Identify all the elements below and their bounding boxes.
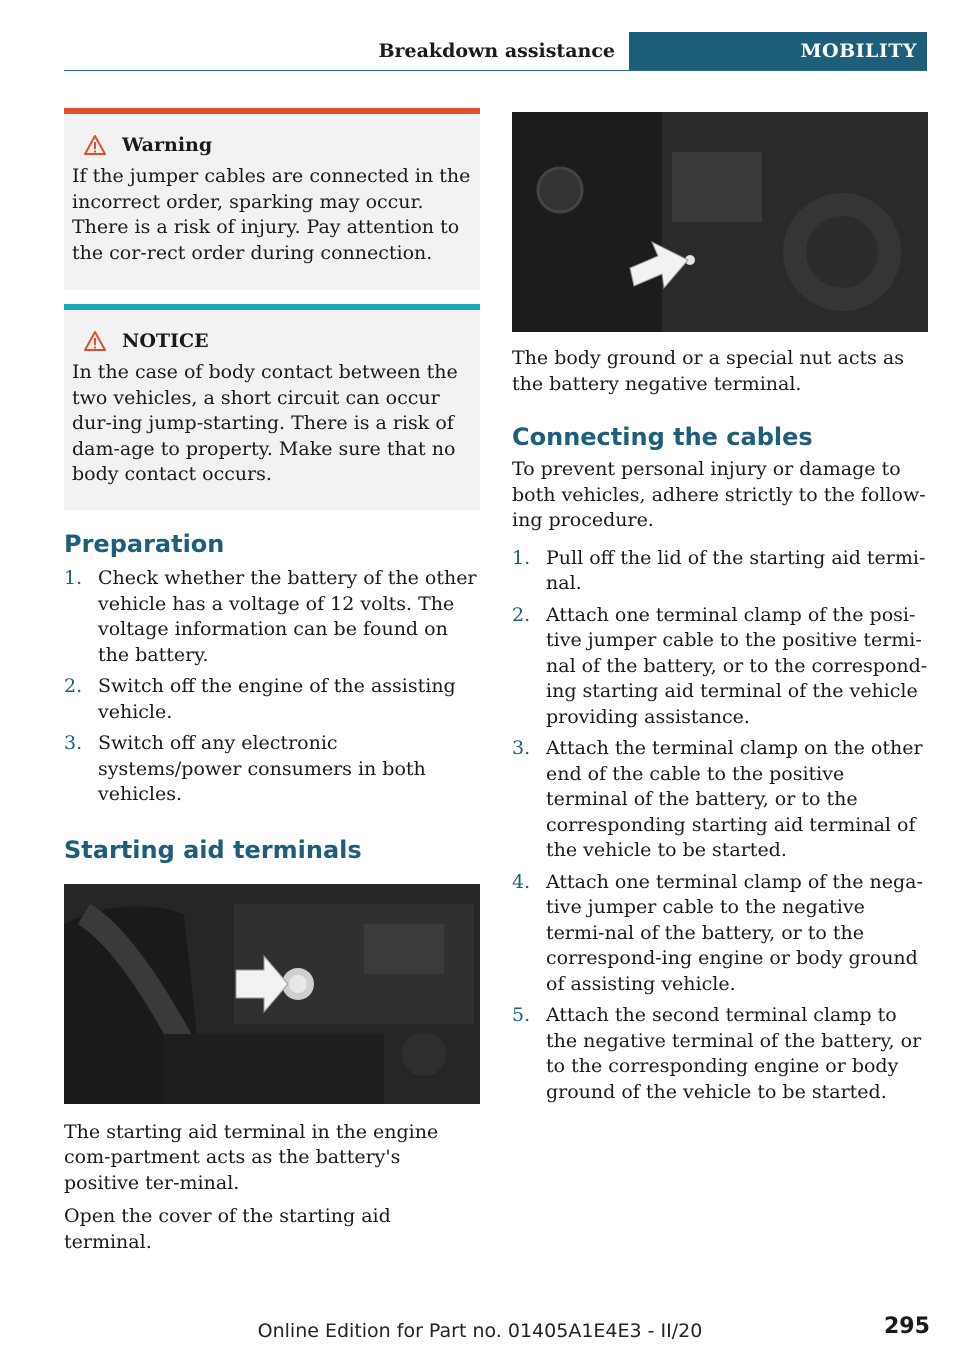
list-item: 2. Switch off the engine of the assisting vehicle. xyxy=(64,675,456,723)
connecting-heading: Connecting the cables xyxy=(512,423,813,451)
warning-box xyxy=(64,108,480,290)
warning-triangle-icon xyxy=(84,331,106,351)
body-ground-caption: The body ground or a special nut acts as the battery negative terminal. xyxy=(512,347,904,395)
left-column xyxy=(64,108,480,1255)
preparation-heading: Preparation xyxy=(64,530,225,558)
list-item: 3. Attach the terminal clamp on the other end of the cable to the positive terminal of the battery, or to the corresponding starting aid terminal of the vehicle to be started. xyxy=(512,737,923,861)
list-item: 5. Attach the second terminal clamp to the negative terminal of the battery, or to the corresponding engine or body ground of the vehicle to be started. xyxy=(512,1004,922,1103)
list-item: 2. Attach one terminal clamp of the posi-tive jumper cable to the positive termi-nal of the battery, or to the correspond-ing starting aid terminal of the vehicle providing assistance. xyxy=(512,603,928,728)
warning-triangle-icon xyxy=(84,135,106,155)
header-section-title: Breakdown assistance xyxy=(378,40,615,62)
starting-aid-caption: The starting aid terminal in the engine com-partment acts as the battery's positive ter-minal. xyxy=(64,1120,439,1194)
list-item: 4. Attach one terminal clamp of the nega-tive jumper cable to the negative termi-nal of the battery, or to the correspond-ing engine or body ground of assisting vehicle. xyxy=(512,870,923,995)
warning-title-text: Warning xyxy=(122,134,213,156)
list-item: 1. Pull off the lid of the starting aid termi-nal. xyxy=(512,546,926,594)
footer-edition: Online Edition for Part no. 01405A1E4E3 - II/20 xyxy=(257,1320,703,1342)
connecting-steps xyxy=(512,546,928,1106)
notice-title xyxy=(72,328,472,354)
notice-box xyxy=(64,304,480,510)
open-cover-text: Open the cover of the starting aid terminal. xyxy=(64,1205,391,1253)
warning-title xyxy=(72,132,472,158)
starting-aid-heading: Starting aid terminals xyxy=(64,835,362,864)
preparation-steps xyxy=(64,566,480,808)
list-item: 3. Switch off any electronic systems/power consumers in both vehicles. xyxy=(64,732,426,805)
page-number: 295 xyxy=(884,1314,930,1339)
notice-text: In the case of body contact between the two vehicles, a short circuit can occur dur-ing jump-starting. There is a risk of dam-age to property. Make sure that no body contact occurs. xyxy=(72,361,458,485)
warning-text: If the jumper cables are connected in the incorrect order, sparking may occur. There is a risk of injury. Pay attention to the cor-rect order during connection. xyxy=(72,165,471,264)
engine-compartment-photo xyxy=(64,884,480,1104)
list-item: 1. Check whether the battery of the other vehicle has a voltage of 12 volts. The voltage information can be found on the battery. xyxy=(64,567,477,666)
right-column xyxy=(512,112,928,1111)
connecting-intro: To prevent personal injury or damage to both vehicles, adhere strictly to the follow-ing procedure. xyxy=(512,458,926,531)
page-header xyxy=(64,32,927,71)
body-ground-photo xyxy=(512,112,928,332)
notice-title-text: NOTICE xyxy=(122,330,209,352)
header-chapter-tab: MOBILITY xyxy=(629,32,927,70)
